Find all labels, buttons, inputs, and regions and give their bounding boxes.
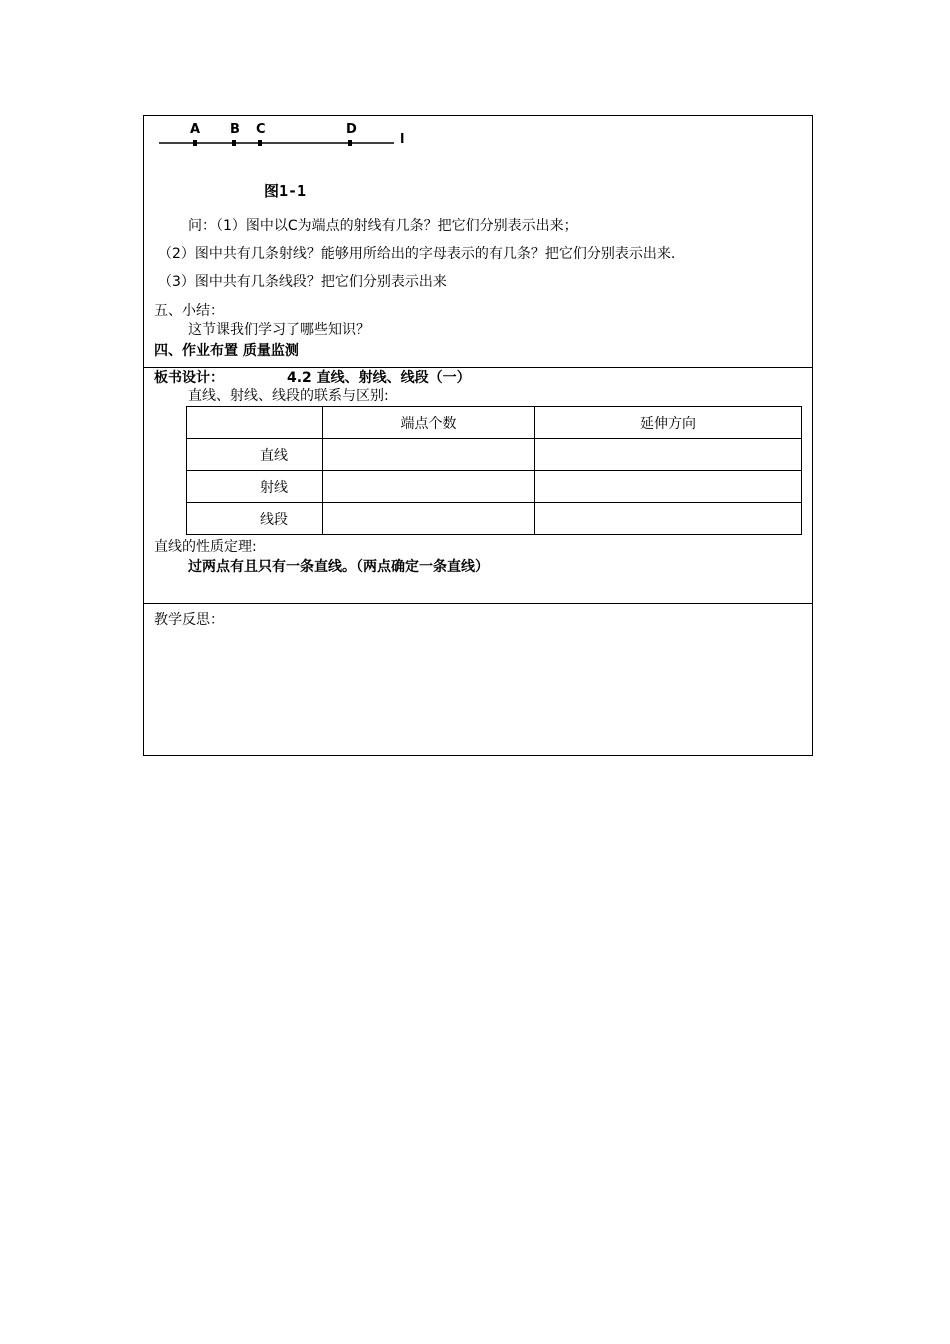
board-title: 4.2 直线、射线、线段（一） [287,370,471,386]
property-statement: 过两点有且只有一条直线。（两点确定一条直线） [188,559,489,575]
line-label: l [400,132,405,147]
figure-line-diagram [144,116,444,166]
table-row-label: 射线 [187,471,323,503]
question-3: （3）图中共有几条线段？把它们分别表示出来 [158,274,447,290]
point-a-mark [193,140,197,146]
question-1: 问：（1）图中以C为端点的射线有几条？把它们分别表示出来； [188,218,578,234]
question-2: （2）图中共有几条射线？能够用所给出的字母表示的有几条？把它们分别表示出来. [158,246,676,262]
board-label: 板书设计： [154,370,224,386]
table-row [187,439,802,471]
point-d-label: D [346,122,357,137]
point-d-mark [348,140,352,146]
table-cell [323,471,535,503]
point-c-mark [258,140,262,146]
point-b-label: B [230,122,240,137]
table-cell [323,439,535,471]
board-subtitle: 直线、射线、线段的联系与区别: [188,388,389,404]
table-row [187,503,802,535]
table-row-label: 线段 [187,503,323,535]
section-divider-1 [144,367,812,368]
summary-heading: 五、小结： [154,303,224,319]
table-header-row [187,407,802,439]
reflection-label: 教学反思： [154,612,224,628]
point-b-mark [232,140,236,146]
table-row-label: 直线 [187,439,323,471]
section-divider-2 [144,603,812,604]
point-c-label: C [256,122,266,137]
homework-heading: 四、作业布置 质量监测 [154,343,299,359]
table-cell [535,439,802,471]
table-header-cell: 端点个数 [323,407,535,439]
property-label: 直线的性质定理: [154,539,257,555]
comparison-table [186,406,802,535]
figure-caption: 图1-1 [264,182,307,200]
summary-prompt: 这节课我们学习了哪些知识？ [188,322,370,338]
table-cell [535,503,802,535]
table-header-cell: 延伸方向 [535,407,802,439]
table-cell [535,471,802,503]
table-header-cell [187,407,323,439]
lesson-frame [143,115,813,756]
table-row [187,471,802,503]
table-cell [323,503,535,535]
point-a-label: A [190,122,201,137]
